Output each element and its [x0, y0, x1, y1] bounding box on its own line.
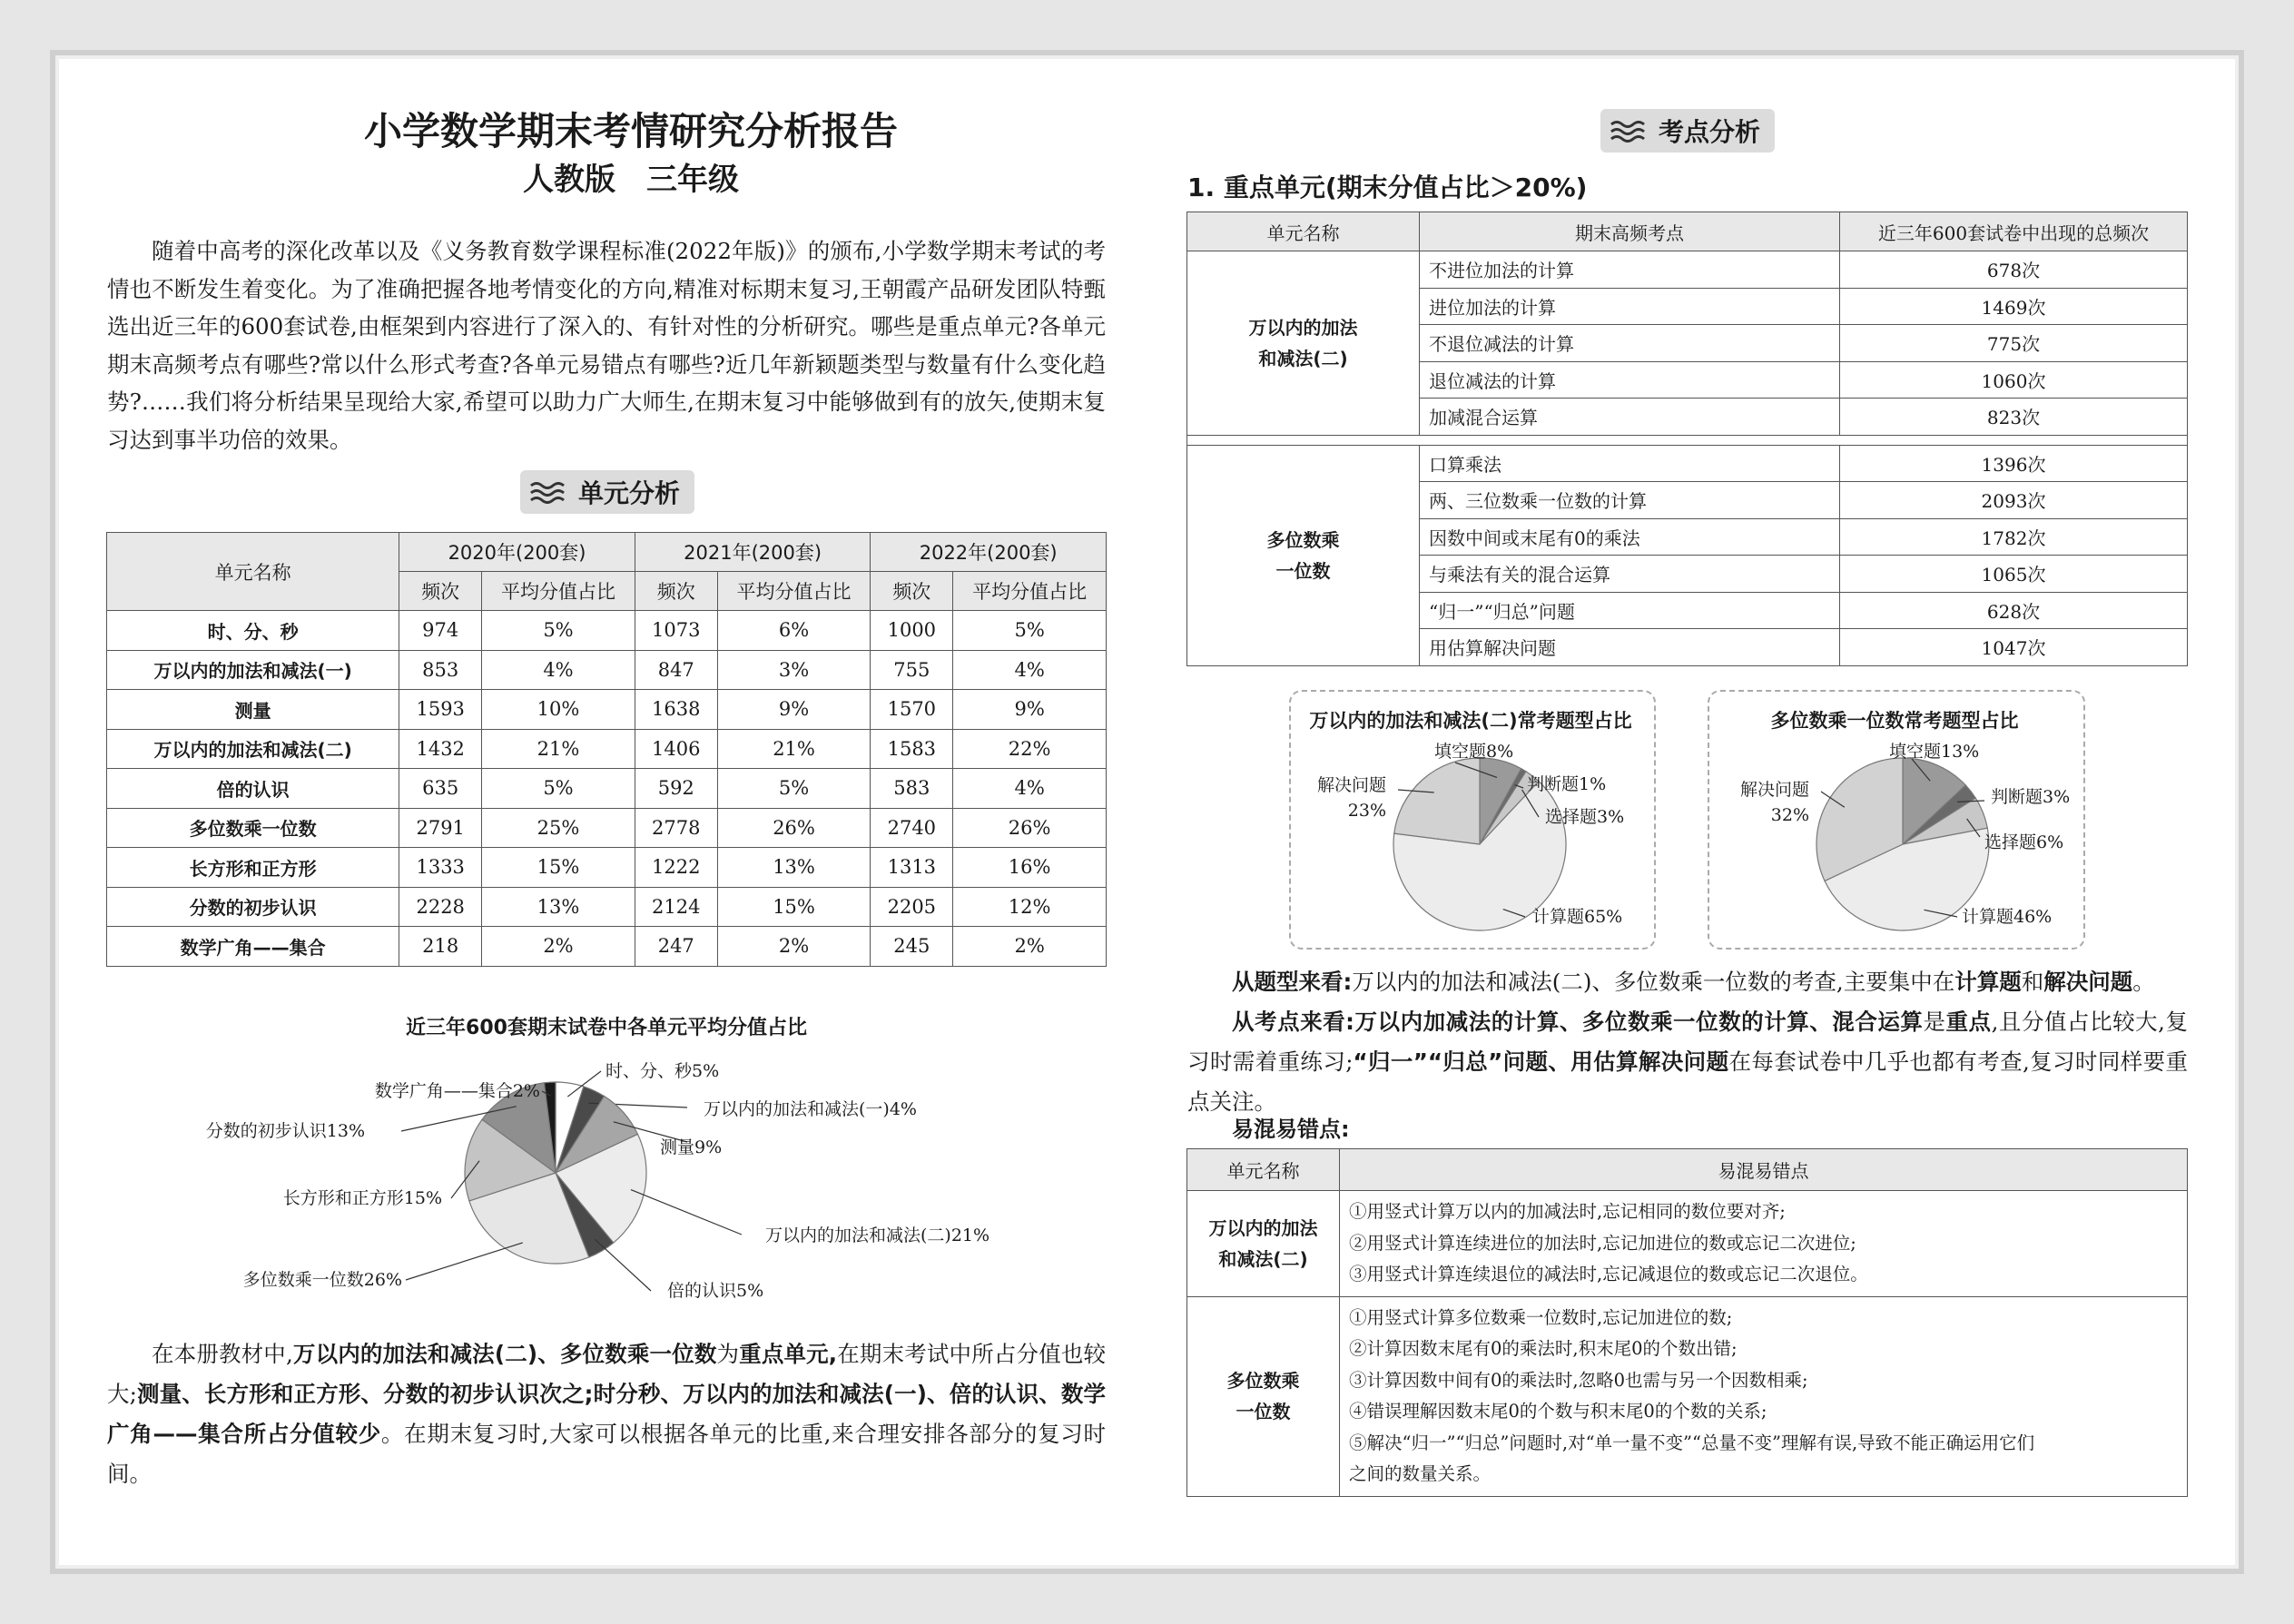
overall-pie-title: 近三年600套期末试卷中各单元平均分值占比 [406, 1017, 807, 1039]
key-point-cell: 与乘法有关的混合运算 [1420, 556, 1840, 593]
table-row [107, 650, 1107, 690]
analysis-by-point [1187, 1002, 2188, 1122]
unit-name-cell: 分数的初步认识 [107, 887, 399, 927]
error-points-label: 易混易错点: [1232, 1117, 1350, 1142]
ratio-cell: 25% [482, 808, 635, 848]
error-points-table [1186, 1148, 2188, 1497]
key-point-cell: 两、三位数乘一位数的计算 [1420, 482, 1840, 519]
count-cell: 1060次 [1840, 361, 2188, 399]
pie-leader-line [631, 1190, 742, 1235]
pie-label: 填空题8% [1434, 742, 1514, 762]
key-point-cell: 加减混合运算 [1420, 399, 1840, 436]
th-year-2020: 2020年(200套) [399, 533, 635, 572]
freq-cell: 2124 [635, 887, 717, 927]
freq-cell: 1583 [871, 729, 953, 769]
pie-label: 计算题65% [1532, 907, 1623, 927]
analysis-text: ,且分值占比较大,复习时需着重练习; [1187, 1009, 2189, 1075]
analysis-text: 万以内的加法和减法(二)、多位数乘一位数的考查,主要集中在 [1352, 969, 1955, 995]
th-ratio: 平均分值占比 [953, 572, 1107, 611]
freq-cell: 1000 [871, 611, 953, 651]
analysis-bold: 计算题 [1954, 969, 2022, 995]
freq-cell: 1593 [399, 690, 482, 730]
freq-cell: 218 [399, 927, 482, 967]
pie-label: 多位数乘一位数26% [242, 1270, 402, 1290]
intro-paragraph: 随着中高考的深化改革以及《义务教育数学课程标准(2022年版)》的颁布,小学数学期末考试的考情也不断发生着变化。为了准确把握各地考情变化的方向,精准对标期末复习,王朝霞产品研发团队特甄选出近三年的600套试卷,由框架到内容进行了深入的、有针对性的分析研究。哪些是重点单元?各单元期末高频考点有哪些?常以什么形式考查?各单元易错点有哪些?近几年新颖题类型与数量有什么变化趋势?……我们将分析结果呈现给大家,希望可以助力广大师生,在期末复习中能够做到有的放矢,使期末复习达到事半功倍的效果。 [107, 238, 1106, 453]
ratio-cell: 13% [482, 887, 635, 927]
summary-bold-low: 时分秒、万以内的加法和减法(一)、倍的认识、数学广角——集合所占分值较少 [107, 1381, 1106, 1447]
summary-bold-key-units: 万以内的加法和减法(二)、多位数乘一位数 [292, 1341, 717, 1367]
error-point-line: ③用竖式计算连续退位的减法时,忘记减退位的数或忘记二次退位。 [1349, 1264, 1868, 1284]
unit-name-cell: 多位数乘一位数 [107, 808, 399, 848]
analysis-text: 在每套试卷中几乎也都有考查,复习时同样要重点关注。 [1187, 1048, 2188, 1115]
ratio-cell: 15% [482, 848, 635, 888]
error-points-cell [1340, 1296, 2188, 1496]
pie-leader-line [595, 1239, 651, 1291]
ratio-cell: 5% [717, 769, 871, 809]
pie-label: 判断题1% [1527, 774, 1607, 794]
ratio-cell: 15% [717, 887, 871, 927]
unit-name-line: 一位数 [1275, 559, 1331, 582]
analysis-paragraph [1187, 962, 2188, 1122]
count-cell: 1047次 [1840, 629, 2188, 666]
unit-name-line: 一位数 [1236, 1401, 1291, 1422]
ratio-cell: 9% [717, 690, 871, 730]
ratio-cell: 6% [717, 611, 871, 651]
freq-cell: 1333 [399, 848, 482, 888]
count-cell: 1396次 [1840, 445, 2188, 482]
kp-analysis-badge-label: 考点分析 [1659, 117, 1761, 147]
freq-cell: 2205 [871, 887, 953, 927]
unit-name-line: 多位数乘 [1266, 528, 1340, 551]
doc-subtitle: 人教版 三年级 [523, 162, 739, 198]
summary-text: 在期末考试中所占分值也较大; [107, 1341, 1107, 1407]
analysis-bold: 万以内加减法的计算、多位数乘一位数的计算、混合运算 [1354, 1009, 1924, 1035]
waves-icon [529, 478, 566, 506]
freq-cell: 1222 [635, 848, 717, 888]
key-point-cell: 因数中间或末尾有0的乘法 [1420, 518, 1840, 556]
pie-label: 计算题46% [1962, 907, 2053, 927]
unit-analysis-badge [520, 470, 694, 514]
unit-name-cell: 万以内的加法和减法(二) [107, 729, 399, 769]
unit-name-cell: 倍的认识 [107, 769, 399, 809]
key-point-cell: 进位加法的计算 [1420, 288, 1840, 325]
count-cell: 628次 [1840, 592, 2188, 629]
error-point-line: 之间的数量关系。 [1349, 1463, 1492, 1484]
unit-name-cell: 时、分、秒 [107, 611, 399, 651]
ratio-cell: 26% [953, 808, 1107, 848]
table-row [107, 729, 1107, 769]
unit-name-line: 和减法(二) [1218, 1247, 1308, 1270]
table-row [107, 848, 1107, 888]
summary-paragraph [107, 1334, 1106, 1494]
unit-name-cell: 测量 [107, 690, 399, 730]
freq-cell: 2791 [399, 808, 482, 848]
pie-label: 解决问题 [1739, 780, 1809, 800]
ratio-cell: 12% [953, 887, 1107, 927]
freq-cell: 755 [871, 650, 953, 690]
th-ratio: 平均分值占比 [482, 572, 635, 611]
summary-text: 。在期末复习时,大家可以根据各单元的比重,来合理安排各部分的复习时间。 [107, 1421, 1107, 1487]
pie-label: 测量9% [660, 1137, 723, 1157]
pie-slice-5 [1394, 758, 1480, 844]
pie-leader-line [406, 1243, 523, 1280]
addsub-pie-title: 万以内的加法和减法(二)常考题型占比 [1309, 710, 1632, 732]
freq-cell: 247 [635, 927, 717, 967]
pie-label: 万以内的加法和减法(二)21% [765, 1225, 990, 1245]
freq-cell: 847 [635, 650, 717, 690]
pie-label: 32% [1770, 805, 1809, 825]
th-ratio: 平均分值占比 [717, 572, 871, 611]
separator-cell [1187, 435, 2188, 445]
freq-cell: 2778 [635, 808, 717, 848]
th-unit-name: 单元名称 [1187, 212, 1420, 251]
table-row [107, 690, 1107, 730]
ratio-cell: 26% [717, 808, 871, 848]
pie-label: 万以内的加法和减法(一)4% [704, 1099, 917, 1119]
freq-cell: 245 [871, 927, 953, 967]
ratio-cell: 10% [482, 690, 635, 730]
ratio-cell: 2% [953, 927, 1107, 967]
freq-cell: 1073 [635, 611, 717, 651]
ratio-cell: 5% [482, 769, 635, 809]
pie-label: 选择题3% [1545, 807, 1625, 827]
error-point-line: ③计算因数中间有0的乘法时,忽略0也需与另一个因数相乘; [1349, 1369, 1808, 1391]
freq-cell: 2740 [871, 808, 953, 848]
analysis-bold: 解决问题 [2043, 969, 2133, 995]
unit-name-line: 多位数乘 [1226, 1370, 1300, 1392]
pie-label: 判断题3% [1991, 787, 2071, 807]
key-point-cell: 用估算解决问题 [1420, 629, 1840, 666]
ratio-cell: 2% [482, 927, 635, 967]
table-row [1187, 251, 2188, 289]
unit-name-cell: 数学广角——集合 [107, 927, 399, 967]
pie-label: 23% [1347, 801, 1386, 821]
key-point-cell: 不退位减法的计算 [1420, 325, 1840, 362]
count-cell: 678次 [1840, 251, 2188, 289]
key-point-cell: 退位减法的计算 [1420, 361, 1840, 399]
ratio-cell: 4% [953, 769, 1107, 809]
freq-cell: 2228 [399, 887, 482, 927]
ratio-cell: 4% [953, 650, 1107, 690]
ratio-cell: 13% [717, 848, 871, 888]
waves-icon [1610, 117, 1646, 144]
th-key-point: 期末高频考点 [1420, 212, 1840, 251]
analysis-bold: “归一”“归总”问题、用估算解决问题 [1353, 1048, 1729, 1075]
pie-label: 解决问题 [1316, 775, 1386, 795]
unit-name-line: 万以内的加法 [1208, 1216, 1318, 1239]
table-row [107, 927, 1107, 967]
ratio-cell: 2% [717, 927, 871, 967]
analysis-bold: 重点 [1945, 1009, 1992, 1035]
table-row [1187, 1296, 2188, 1496]
ratio-cell: 3% [717, 650, 871, 690]
freq-cell: 1313 [871, 848, 953, 888]
table-row [107, 769, 1107, 809]
group-separator [1187, 435, 2188, 445]
ratio-cell: 21% [482, 729, 635, 769]
th-total-count: 近三年600套试卷中出现的总频次 [1840, 212, 2188, 251]
th-freq: 频次 [399, 572, 482, 611]
summary-bold-second: 测量、长方形和正方形、分数的初步认识次之; [136, 1381, 594, 1407]
ratio-cell: 22% [953, 729, 1107, 769]
analysis-type-label: 从题型来看: [1232, 969, 1353, 995]
key-point-table [1186, 212, 2188, 666]
unit-name-cell [1187, 251, 1420, 436]
unit-name-cell [1187, 445, 1420, 665]
key-point-cell: “归一”“归总”问题 [1420, 592, 1840, 629]
unit-analysis-badge-label: 单元分析 [578, 478, 681, 508]
addsub-pie-chart [1289, 735, 1652, 944]
key-point-cell: 不进位加法的计算 [1420, 251, 1840, 289]
error-point-line: ①用竖式计算多位数乘一位数时,忘记加进位的数; [1349, 1306, 1733, 1328]
doc-title: 小学数学期末考情研究分析报告 [363, 109, 898, 153]
th-freq: 频次 [871, 572, 953, 611]
table-row [107, 808, 1107, 848]
count-cell: 1469次 [1840, 288, 2188, 325]
pie-label: 倍的认识5% [667, 1281, 764, 1301]
unit-name-cell: 长方形和正方形 [107, 848, 399, 888]
th-year-2021: 2021年(200套) [635, 533, 871, 572]
kp-analysis-badge [1600, 109, 1775, 153]
analysis-text: 。 [2132, 969, 2155, 995]
th-year-2022: 2022年(200套) [871, 533, 1107, 572]
error-point-line: ②用竖式计算连续进位的加法时,忘记加进位的数或忘记二次进位; [1349, 1232, 1856, 1254]
th-freq: 频次 [635, 572, 717, 611]
summary-text: 在本册教材中, [152, 1341, 293, 1367]
count-cell: 2093次 [1840, 482, 2188, 519]
th-unit-name: 单元名称 [1187, 1149, 1340, 1191]
analysis-by-type [1187, 962, 2188, 1002]
summary-text: 为 [716, 1341, 740, 1367]
unit-name-line: 万以内的加法 [1248, 316, 1358, 339]
unit-name-cell [1187, 1296, 1340, 1496]
error-point-line: ⑤解决“归一”“归总”问题时,对“单一量不变”“总量不变”理解有误,导致不能正确运用它们 [1349, 1432, 2035, 1453]
pie-label: 分数的初步认识13% [205, 1121, 365, 1141]
key-point-cell: 口算乘法 [1420, 445, 1840, 482]
error-point-line: ①用竖式计算万以内的加减法时,忘记相同的数位要对齐; [1349, 1201, 1786, 1222]
overall-pie-chart [106, 1044, 1107, 1316]
th-unit-name: 单元名称 [107, 533, 399, 611]
error-point-line: ④错误理解因数末尾0的个数与积末尾0的个数的关系; [1349, 1401, 1767, 1422]
ratio-cell: 5% [482, 611, 635, 651]
freq-cell: 853 [399, 650, 482, 690]
freq-cell: 974 [399, 611, 482, 651]
freq-cell: 592 [635, 769, 717, 809]
ratio-cell: 21% [717, 729, 871, 769]
key-unit-heading: 1. 重点单元(期末分值占比＞20%) [1187, 172, 1588, 202]
analysis-text: 和 [2021, 969, 2044, 995]
count-cell: 1782次 [1840, 518, 2188, 556]
table-row [1187, 445, 2188, 482]
error-points-cell [1340, 1191, 2188, 1297]
analysis-text: 是 [1923, 1009, 1946, 1035]
freq-cell: 635 [399, 769, 482, 809]
pie-label: 填空题13% [1889, 742, 1980, 762]
pie-label: 数学广角——集合2% [374, 1081, 540, 1101]
ratio-cell: 16% [953, 848, 1107, 888]
summary-bold-key: 重点单元, [739, 1341, 838, 1367]
mult-pie-chart [1708, 735, 2082, 944]
pie-label: 选择题6% [1984, 832, 2064, 852]
freq-cell: 1432 [399, 729, 482, 769]
table-row [107, 611, 1107, 651]
table-row [1187, 1191, 2188, 1297]
freq-cell: 1406 [635, 729, 717, 769]
mult-pie-title: 多位数乘一位数常考题型占比 [1770, 710, 2019, 732]
unit-analysis-table [106, 532, 1107, 967]
freq-cell: 1570 [871, 690, 953, 730]
analysis-point-label: 从考点来看: [1232, 1009, 1354, 1035]
pie-label: 时、分、秒5% [605, 1061, 720, 1081]
unit-name-line: 和减法(二) [1258, 347, 1348, 369]
count-cell: 823次 [1840, 399, 2188, 436]
error-point-line: ②计算因数末尾有0的乘法时,积末尾0的个数出错; [1349, 1338, 1738, 1359]
count-cell: 1065次 [1840, 556, 2188, 593]
ratio-cell: 5% [953, 611, 1107, 651]
ratio-cell: 9% [953, 690, 1107, 730]
unit-name-cell: 万以内的加法和减法(一) [107, 650, 399, 690]
table-row [107, 887, 1107, 927]
freq-cell: 583 [871, 769, 953, 809]
freq-cell: 1638 [635, 690, 717, 730]
unit-name-cell [1187, 1191, 1340, 1297]
ratio-cell: 4% [482, 650, 635, 690]
pie-label: 长方形和正方形15% [282, 1188, 442, 1208]
count-cell: 775次 [1840, 325, 2188, 362]
th-error-points: 易混易错点 [1340, 1149, 2188, 1191]
